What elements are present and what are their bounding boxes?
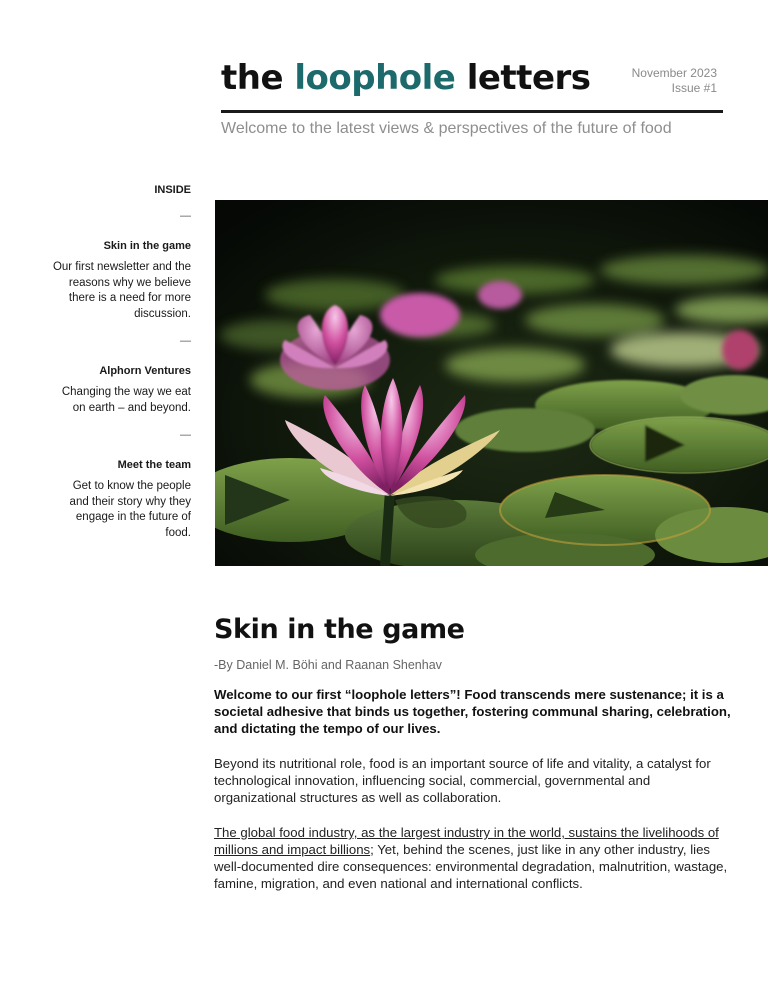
- sidebar-item-title-alphorn-ventures[interactable]: Alphorn Ventures: [99, 365, 191, 377]
- article-skin-in-the-game: [214, 612, 732, 910]
- article-link-global-food-industry[interactable]: The global food industry, as the largest industry in the world, sustains the livelihoods of millions and impact billions: [214, 825, 719, 857]
- article-byline: -By Daniel M. Böhi and Raanan Shenhav: [214, 658, 442, 672]
- sidebar-separator: —: [180, 210, 191, 222]
- article-paragraph-2: [214, 824, 732, 892]
- issue-number: Issue #1: [671, 81, 717, 95]
- title-part-the: the: [221, 58, 284, 98]
- tagline: Welcome to the latest views & perspectives of the future of food: [221, 120, 672, 137]
- article-title: Skin in the game: [214, 614, 465, 645]
- issue-date: November 2023: [631, 66, 717, 80]
- issue-info: [632, 66, 717, 96]
- sidebar-heading: INSIDE: [154, 184, 191, 196]
- sidebar-item-title-skin-in-the-game[interactable]: Skin in the game: [103, 240, 191, 252]
- title-part-loophole: loophole: [294, 58, 456, 98]
- sidebar-item-text-meet-the-team: Get to know the people and their story why they engage in the future of food.: [69, 480, 191, 539]
- sidebar-separator: —: [180, 335, 191, 347]
- article-lead: Welcome to our first “loophole letters”! Food transcends mere sustenance; it is a societal adhesive that binds us together, fostering communal sharing, celebration, and dictating the tempo of our lives.: [214, 687, 731, 736]
- sidebar-item-title-meet-the-team[interactable]: Meet the team: [117, 459, 191, 471]
- water-lily-illustration: [215, 200, 768, 566]
- article-paragraph-1: Beyond its nutritional role, food is an important source of life and vitality, a catalyst for technological innovation, influencing social, commercial, governmental and organizational structures as well as collaboration.: [214, 756, 711, 805]
- sidebar-item-text-alphorn-ventures: Changing the way we eat on earth – and beyond.: [61, 386, 191, 414]
- article-paragraph-2-rest: ; Yet, behind the scenes, just like in any other industry, lies well-documented dire consequences: environmental degradation, malnutrition, wastage, famine, migration, and even national and international conflicts.: [214, 842, 728, 891]
- masthead: [221, 54, 723, 113]
- sidebar-separator: —: [180, 429, 191, 441]
- inside-sidebar: [52, 183, 191, 553]
- hero-image-water-lilies: [215, 200, 768, 566]
- newsletter-title: [221, 58, 591, 98]
- sidebar-item-text-skin-in-the-game: Our first newsletter and the reasons why we believe there is a need for more discussion.: [52, 261, 191, 320]
- title-part-letters: letters: [466, 58, 591, 98]
